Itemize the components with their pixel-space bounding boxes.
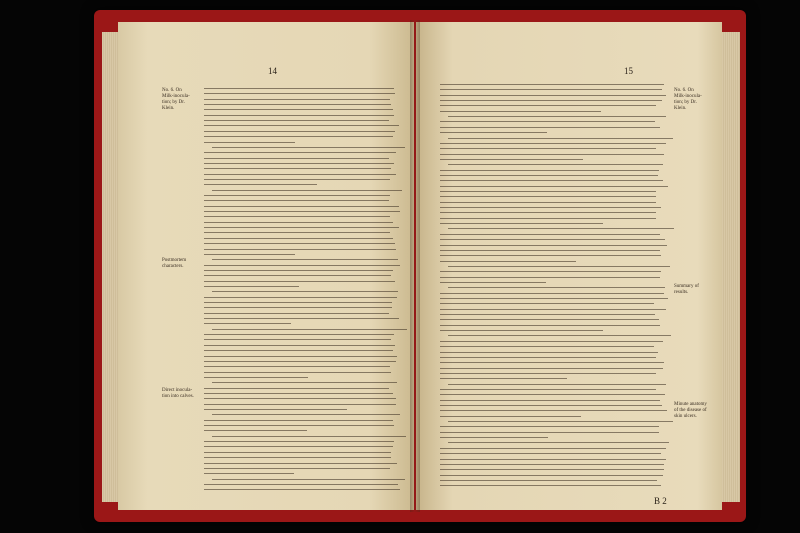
text-line — [212, 190, 402, 191]
text-line — [204, 195, 390, 196]
text-line — [204, 125, 399, 126]
left-page — [118, 22, 414, 510]
text-line — [204, 366, 390, 367]
text-line — [204, 302, 392, 303]
text-line — [440, 207, 661, 208]
book-gutter — [410, 20, 420, 512]
text-line — [448, 266, 670, 267]
text-line — [440, 309, 666, 310]
text-line — [440, 196, 656, 197]
text-line — [440, 89, 662, 90]
text-line — [204, 163, 394, 164]
text-line — [440, 175, 658, 176]
text-line — [440, 95, 666, 96]
text-line — [204, 120, 389, 121]
text-line — [440, 105, 656, 106]
text-line — [440, 234, 660, 235]
margin-note: Summary of results. — [674, 284, 699, 295]
text-line — [440, 368, 663, 369]
text-line — [204, 174, 396, 175]
text-line — [212, 291, 398, 292]
text-line — [440, 154, 664, 155]
text-line — [440, 100, 662, 101]
text-line — [204, 473, 294, 474]
text-line — [204, 297, 397, 298]
margin-note: Direct inocula-tion into calves. — [162, 388, 194, 399]
text-line — [440, 378, 567, 379]
text-line — [440, 159, 583, 160]
text-line — [440, 186, 668, 187]
text-line — [204, 441, 394, 442]
page-number: 14 — [268, 66, 277, 76]
text-line — [440, 245, 667, 246]
text-line — [440, 330, 603, 331]
text-line — [204, 468, 390, 469]
text-line — [448, 287, 665, 288]
text-line — [204, 313, 389, 314]
text-line — [440, 127, 660, 128]
text-line — [204, 99, 390, 100]
margin-note: Postmortem characters. — [162, 258, 187, 269]
text-line — [212, 382, 397, 383]
text-line — [440, 298, 668, 299]
text-line — [440, 121, 655, 122]
text-line — [440, 132, 547, 133]
text-line — [204, 446, 393, 447]
text-line — [440, 410, 667, 411]
text-line — [212, 414, 400, 415]
text-line — [440, 191, 656, 192]
text-line — [212, 259, 398, 260]
text-line — [440, 464, 664, 465]
text-line — [204, 179, 390, 180]
margin-note: Minute anatomy of the disease of skin ulcers. — [674, 402, 707, 419]
text-line — [204, 404, 396, 405]
text-line — [440, 389, 656, 390]
text-line — [440, 84, 664, 85]
text-line — [204, 131, 395, 132]
text-line — [204, 377, 308, 378]
text-line — [440, 143, 666, 144]
text-line — [212, 436, 406, 437]
text-line — [204, 211, 400, 212]
text-line — [440, 448, 666, 449]
text-line — [204, 222, 393, 223]
text-line — [204, 339, 391, 340]
text-line — [440, 255, 661, 256]
text-line — [204, 115, 394, 116]
text-line — [204, 323, 291, 324]
text-line — [204, 88, 394, 89]
text-line — [204, 104, 391, 105]
text-line — [440, 250, 660, 251]
text-line — [440, 111, 601, 112]
text-line — [440, 416, 581, 417]
text-line — [204, 430, 307, 431]
text-line — [212, 329, 407, 330]
text-line — [212, 147, 405, 148]
text-line — [448, 421, 673, 422]
text-line — [448, 335, 671, 336]
text-line — [440, 277, 660, 278]
text-line — [204, 109, 393, 110]
text-line — [204, 275, 391, 276]
text-line — [440, 303, 654, 304]
text-line — [204, 93, 395, 94]
text-line — [204, 318, 399, 319]
text-line — [204, 398, 396, 399]
text-line — [448, 138, 673, 139]
text-line — [204, 393, 393, 394]
text-line — [440, 475, 663, 476]
text-line — [440, 202, 656, 203]
text-line — [440, 314, 655, 315]
text-line — [440, 469, 664, 470]
text-line — [440, 400, 660, 401]
text-line — [440, 223, 603, 224]
text-line — [204, 489, 400, 490]
text-line — [204, 243, 395, 244]
text-line — [440, 212, 656, 213]
text-line — [204, 142, 295, 143]
text-line — [204, 254, 295, 255]
text-line — [448, 116, 666, 117]
text-line — [204, 409, 347, 410]
text-line — [440, 394, 665, 395]
text-line — [204, 420, 393, 421]
text-line — [440, 373, 656, 374]
text-line — [204, 206, 399, 207]
text-line — [440, 341, 663, 342]
text-line — [204, 286, 299, 287]
text-line — [204, 425, 394, 426]
text-line — [440, 239, 665, 240]
text-line — [204, 265, 400, 266]
text-line — [204, 158, 389, 159]
text-line — [440, 459, 666, 460]
text-line — [204, 463, 397, 464]
text-line — [204, 136, 393, 137]
margin-note: No. 6. On Milk-inocula-tion; by Dr. Klein. — [674, 88, 702, 111]
text-line — [440, 170, 659, 171]
text-line — [440, 293, 664, 294]
open-book — [94, 10, 746, 522]
text-line — [448, 442, 669, 443]
text-line — [204, 361, 396, 362]
text-line — [204, 270, 393, 271]
text-line — [204, 227, 399, 228]
text-line — [440, 362, 664, 363]
text-line — [440, 346, 654, 347]
text-line — [204, 307, 392, 308]
text-line — [440, 352, 658, 353]
text-line — [204, 232, 390, 233]
text-line — [440, 405, 662, 406]
signature-mark: B 2 — [654, 496, 667, 506]
margin-note: No. 6. On Milk-inocula-tion; by Dr. Klein. — [162, 88, 190, 111]
text-line — [440, 319, 659, 320]
text-line — [440, 432, 659, 433]
text-line — [212, 479, 405, 480]
text-line — [204, 184, 317, 185]
text-line — [440, 453, 661, 454]
text-line — [448, 164, 663, 165]
text-line — [204, 152, 396, 153]
text-line — [440, 148, 656, 149]
text-line — [440, 271, 661, 272]
text-line — [204, 372, 391, 373]
right-page — [416, 22, 722, 510]
text-line — [204, 345, 395, 346]
text-line — [440, 325, 660, 326]
text-line — [204, 388, 389, 389]
text-line — [440, 218, 656, 219]
text-line — [440, 437, 548, 438]
text-line — [204, 216, 390, 217]
page-number: 15 — [624, 66, 633, 76]
text-line — [204, 457, 391, 458]
text-line — [204, 484, 398, 485]
text-line — [204, 238, 393, 239]
text-line — [204, 200, 389, 201]
text-line — [440, 282, 546, 283]
text-line — [448, 228, 674, 229]
text-line — [204, 452, 391, 453]
text-line — [440, 485, 661, 486]
text-line — [440, 357, 656, 358]
text-line — [204, 249, 396, 250]
text-line — [440, 426, 659, 427]
text-line — [204, 350, 393, 351]
text-line — [204, 356, 397, 357]
text-line — [448, 384, 666, 385]
text-line — [204, 281, 395, 282]
text-line — [440, 480, 657, 481]
text-line — [440, 180, 663, 181]
text-line — [204, 168, 391, 169]
text-line — [204, 334, 394, 335]
text-line — [440, 261, 576, 262]
